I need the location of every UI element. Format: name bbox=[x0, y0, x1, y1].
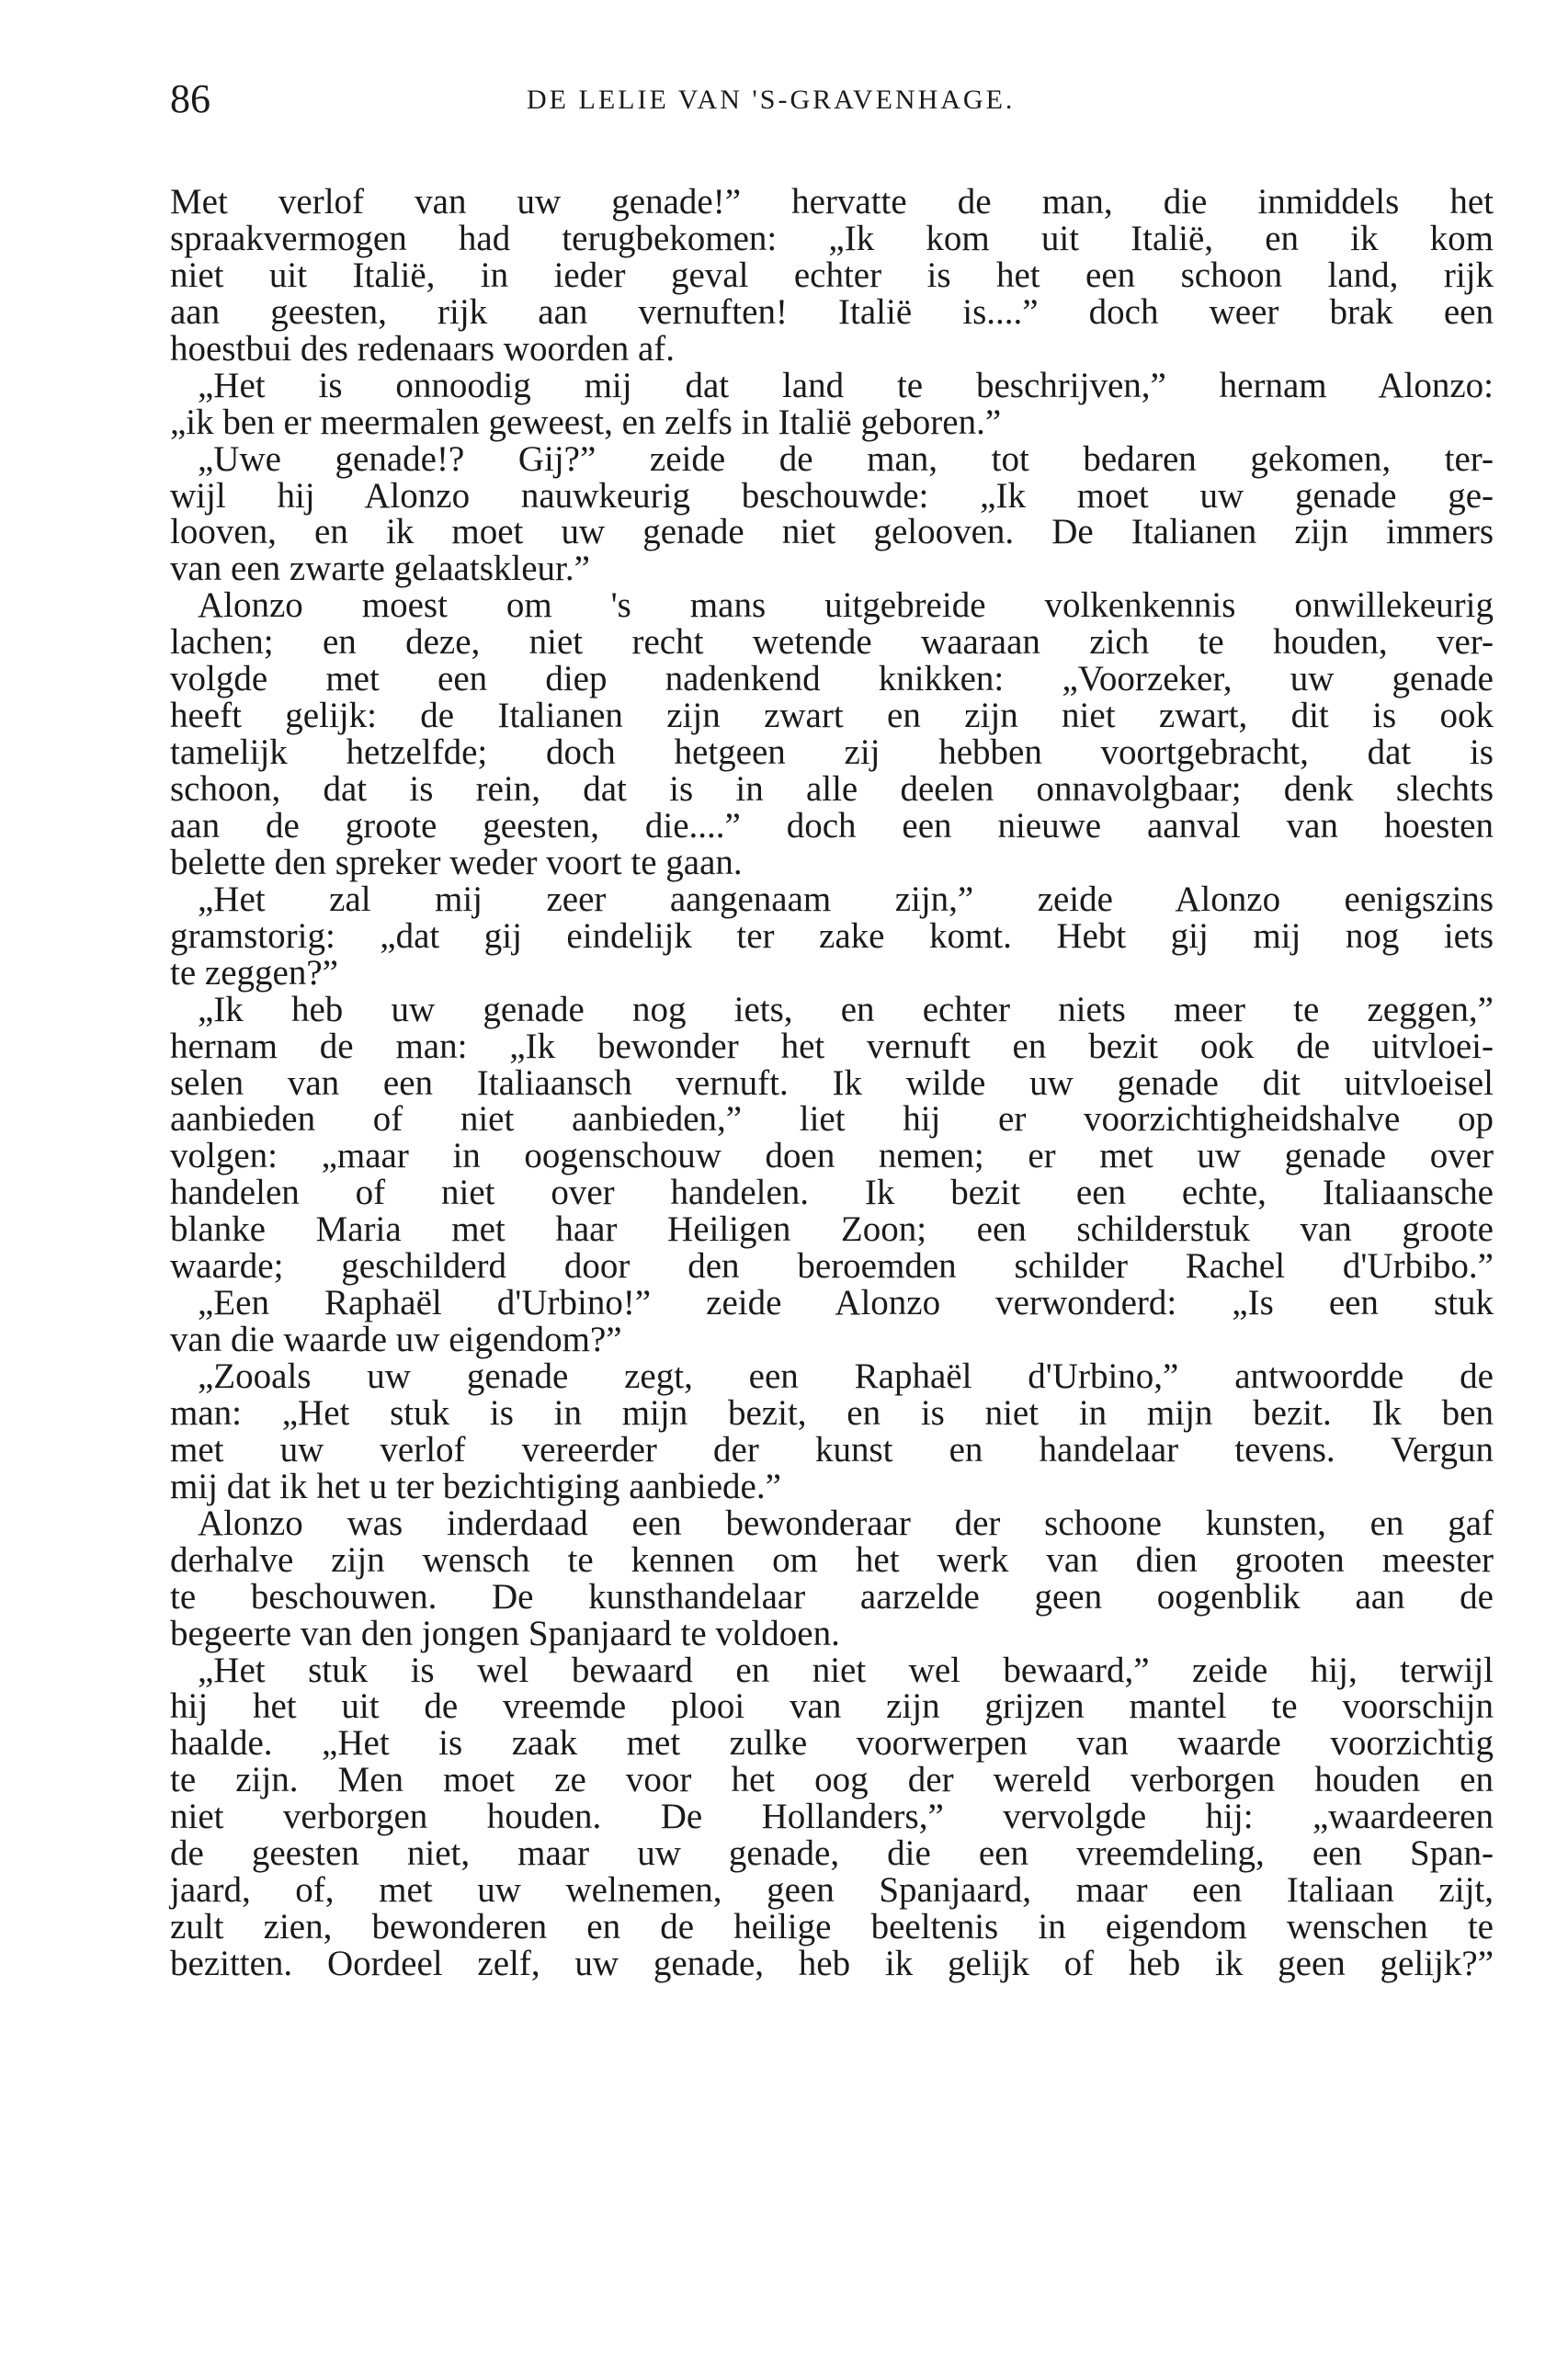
text-line: wijl hij Alonzo nauwkeurig beschouwde: „Ik moet uw genade ge- bbox=[170, 475, 1494, 516]
text-line: volgen: „maar in oogenschouw doen nemen; er met uw genade over bbox=[170, 1136, 1494, 1176]
running-title: DE LELIE VAN 'S-GRAVENHAGE. bbox=[527, 85, 1016, 115]
body-text bbox=[170, 184, 1494, 1982]
text-line: volgde met een diep nadenkend knikken: „Voorzeker, uw genade bbox=[170, 659, 1494, 699]
text-line: man: „Het stuk is in mijn bezit, en is niet in mijn bezit. Ik ben bbox=[170, 1392, 1494, 1433]
page-number: 86 bbox=[170, 76, 210, 121]
text-line: haalde. „Het is zaak met zulke voorwerpen van waarde voorzichtig bbox=[170, 1723, 1494, 1764]
text-line: selen van een Italiaansch vernuft. Ik wilde uw genade dit uitvloeisel bbox=[170, 1062, 1494, 1103]
text-line: te beschouwen. De kunsthandelaar aarzelde geen oogenblik aan de bbox=[170, 1576, 1494, 1617]
text-line: derhalve zijn wensch te kennen om het werk van dien grooten meester bbox=[170, 1539, 1494, 1580]
text-line: met uw verlof vereerder der kunst en handelaar tevens. Vergun bbox=[170, 1429, 1494, 1470]
text-line: „Een Raphaël d'Urbino!” zeide Alonzo verwonderd: „Is een stuk bbox=[198, 1283, 1494, 1323]
page-header bbox=[170, 72, 1494, 127]
text-line: heeft gelijk: de Italianen zijn zwart en zijn niet zwart, dit is ook bbox=[170, 696, 1494, 736]
text-line: aan geesten, rijk aan vernuften! Italië is....” doch weer brak een bbox=[170, 291, 1494, 332]
text-line: aan de groote geesten, die....” doch een nieuwe aanval van hoesten bbox=[170, 805, 1494, 846]
text-line: schoon, dat is rein, dat is in alle deelen onnavolgbaar; denk slechts bbox=[170, 769, 1494, 809]
text-line: looven, en ik moet uw genade niet gelooven. De Italianen zijn immers bbox=[170, 512, 1494, 552]
text-line: lachen; en deze, niet recht wetende waaraan zich te houden, ver- bbox=[170, 622, 1494, 663]
text-line: van een zwarte gelaatskleur.” bbox=[170, 549, 590, 589]
text-line: „ik ben er meermalen geweest, en zelfs in Italië geboren.” bbox=[170, 402, 1002, 442]
text-line: te zeggen?” bbox=[170, 952, 338, 993]
text-line: Alonzo was inderdaad een bewonderaar der schoone kunsten, en gaf bbox=[198, 1503, 1494, 1543]
text-line: jaard, of, met uw welnemen, geen Spanjaard, maar een Italiaan zijt, bbox=[170, 1870, 1494, 1911]
text-line: niet uit Italië, in ieder geval echter is het een schoon land, rijk bbox=[170, 255, 1494, 295]
text-line: „Uwe genade!? Gij?” zeide de man, tot bedaren gekomen, ter- bbox=[198, 438, 1494, 479]
text-line: „Het stuk is wel bewaard en niet wel bewaard,” zeide hij, terwijl bbox=[198, 1650, 1494, 1690]
text-line: begeerte van den jongen Spanjaard te voldoen. bbox=[170, 1613, 840, 1653]
text-line: waarde; geschilderd door den beroemden schilder Rachel d'Urbibo.” bbox=[170, 1246, 1494, 1287]
text-line: tamelijk hetzelfde; doch hetgeen zij hebben voortgebracht, dat is bbox=[170, 732, 1494, 773]
text-line: „Het zal mij zeer aangenaam zijn,” zeide Alonzo eenigszins bbox=[198, 879, 1494, 919]
text-line: mij dat ik het u ter bezichtiging aanbiede.” bbox=[170, 1466, 781, 1506]
text-line: Alonzo moest om 's mans uitgebreide volkenkennis onwillekeurig bbox=[198, 585, 1494, 626]
text-line: „Zooals uw genade zegt, een Raphaël d'Urbino,” antwoordde de bbox=[198, 1356, 1494, 1396]
text-line: „Ik heb uw genade nog iets, en echter niets meer te zeggen,” bbox=[198, 989, 1494, 1029]
text-line: hernam de man: „Ik bewonder het vernuft en bezit ook de uitvloei- bbox=[170, 1026, 1494, 1066]
text-line: zult zien, bewonderen en de heilige beeltenis in eigendom wenschen te bbox=[170, 1907, 1494, 1947]
text-line: te zijn. Men moet ze voor het oog der wereld verborgen houden en bbox=[170, 1760, 1494, 1800]
text-line: van die waarde uw eigendom?” bbox=[170, 1320, 622, 1360]
text-line: niet verborgen houden. De Hollanders,” vervolgde hij: „waardeeren bbox=[170, 1797, 1494, 1837]
text-line: Met verlof van uw genade!” hervatte de man, die inmiddels het bbox=[170, 182, 1494, 221]
text-line: bezitten. Oordeel zelf, uw genade, heb ik gelijk of heb ik geen gelijk?” bbox=[170, 1944, 1494, 1983]
text-line: hij het uit de vreemde plooi van zijn grijzen mantel te voorschijn bbox=[170, 1686, 1494, 1727]
text-line: spraakvermogen had terugbekomen: „Ik kom uit Italië, en ik kom bbox=[170, 218, 1494, 258]
text-line: hoestbui des redenaars woorden af. bbox=[170, 328, 676, 369]
text-line: belette den spreker weder voort te gaan. bbox=[170, 842, 743, 882]
text-line: blanke Maria met haar Heiligen Zoon; een schilderstuk van groote bbox=[170, 1209, 1494, 1250]
text-line: handelen of niet over handelen. Ik bezit een echte, Italiaansche bbox=[170, 1173, 1494, 1213]
text-line: aanbieden of niet aanbieden,” liet hij er voorzichtigheidshalve op bbox=[170, 1099, 1494, 1140]
text-line: „Het is onnoodig mij dat land te beschrijven,” hernam Alonzo: bbox=[198, 365, 1494, 405]
text-line: de geesten niet, maar uw genade, die een vreemdeling, een Span- bbox=[170, 1833, 1494, 1874]
text-line: gramstorig: „dat gij eindelijk ter zake komt. Hebt gij mij nog iets bbox=[170, 915, 1494, 956]
